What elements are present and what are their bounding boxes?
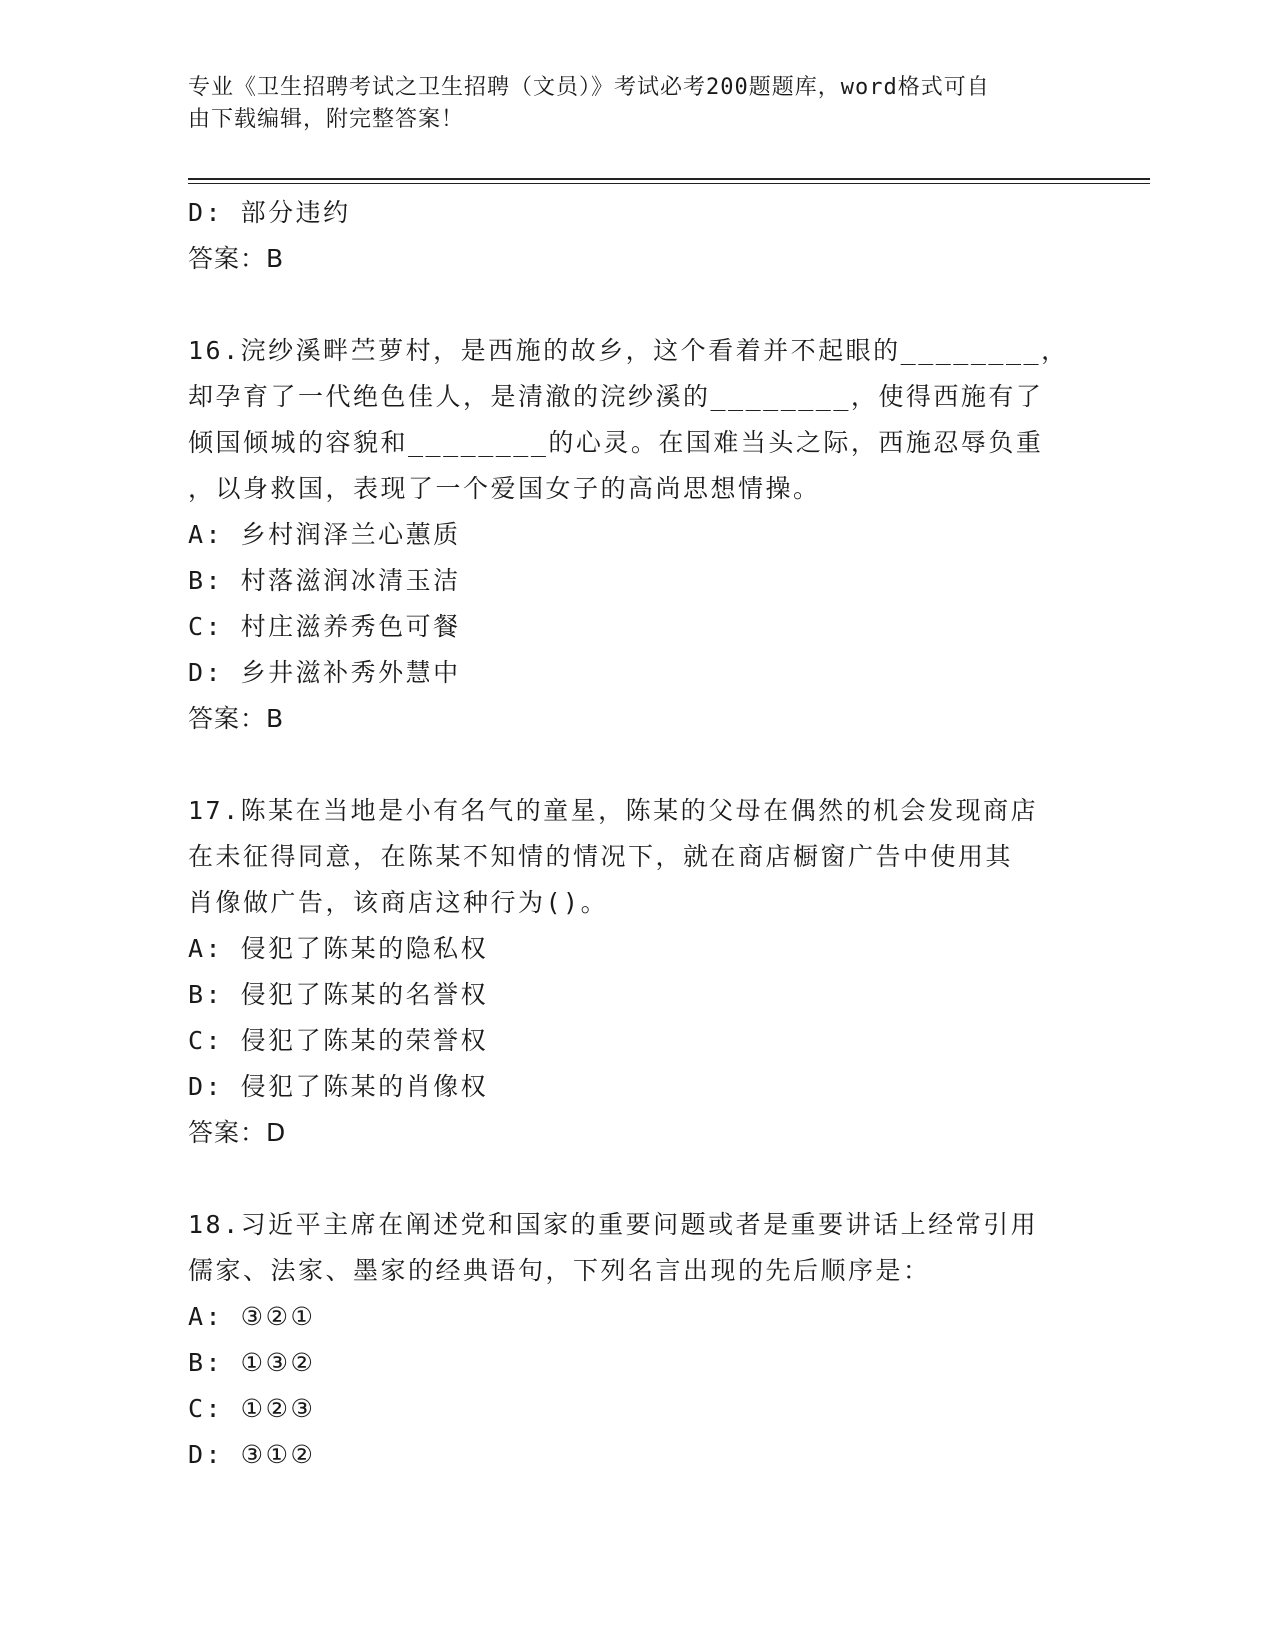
option-d: D: 侵犯了陈某的肖像权: [188, 1072, 489, 1101]
question-18: [188, 1202, 1088, 1478]
question-text-line: 儒家、法家、墨家的经典语句，下列名言出现的先后顺序是：: [188, 1256, 931, 1285]
question-text-line: 倾国倾城的容貌和________的心灵。在国难当头之际，西施忍辱负重: [188, 428, 1044, 457]
spacer: [188, 1156, 1088, 1202]
option-c: C: 侵犯了陈某的荣誉权: [188, 1026, 489, 1055]
option-c: C: ①②③: [188, 1394, 316, 1423]
option-b: B: 村落滋润冰清玉洁: [188, 566, 461, 595]
spacer: [188, 742, 1088, 788]
question-text-line: 在未征得同意，在陈某不知情的情况下，就在商店橱窗广告中使用其: [188, 842, 1014, 871]
option-b: B: 侵犯了陈某的名誉权: [188, 980, 489, 1009]
question-17: [188, 788, 1088, 1156]
option-a: A: ③②①: [188, 1302, 316, 1331]
question-text-line: 18.习近平主席在阐述党和国家的重要问题或者是重要讲话上经常引用: [188, 1210, 1039, 1239]
question-text-line: 却孕育了一代绝色佳人，是清澈的浣纱溪的________，使得西施有了: [188, 382, 1044, 411]
option-d-prev: D: 部分违约: [188, 198, 351, 227]
option-d: D: 乡井滋补秀外慧中: [188, 658, 461, 687]
question-text-line: 16.浣纱溪畔苎萝村，是西施的故乡，这个看着并不起眼的________，: [188, 336, 1069, 365]
header-line-1: 专业《卫生招聘考试之卫生招聘（文员）》考试必考200题题库，word格式可自: [188, 75, 990, 100]
answer-prev: 答案：B: [188, 244, 285, 273]
question-16: [188, 328, 1088, 742]
document-header: [188, 72, 1068, 136]
question-text-line: ，以身救国，表现了一个爱国女子的高尚思想情操。: [188, 474, 821, 503]
option-d: D: ③①②: [188, 1440, 316, 1469]
option-b: B: ①③②: [188, 1348, 316, 1377]
answer: 答案：D: [188, 1118, 287, 1147]
document-body: [188, 190, 1088, 1478]
option-a: A: 乡村润泽兰心蕙质: [188, 520, 461, 549]
answer: 答案：B: [188, 704, 285, 733]
question-text-line: 肖像做广告，该商店这种行为()。: [188, 888, 609, 917]
header-line-2: 由下载编辑，附完整答案！: [188, 107, 465, 132]
header-divider-thin: [188, 183, 1150, 184]
header-divider-thick: [188, 178, 1150, 180]
question-text-line: 17.陈某在当地是小有名气的童星，陈某的父母在偶然的机会发现商店: [188, 796, 1039, 825]
spacer: [188, 282, 1088, 328]
option-a: A: 侵犯了陈某的隐私权: [188, 934, 489, 963]
option-c: C: 村庄滋养秀色可餐: [188, 612, 461, 641]
